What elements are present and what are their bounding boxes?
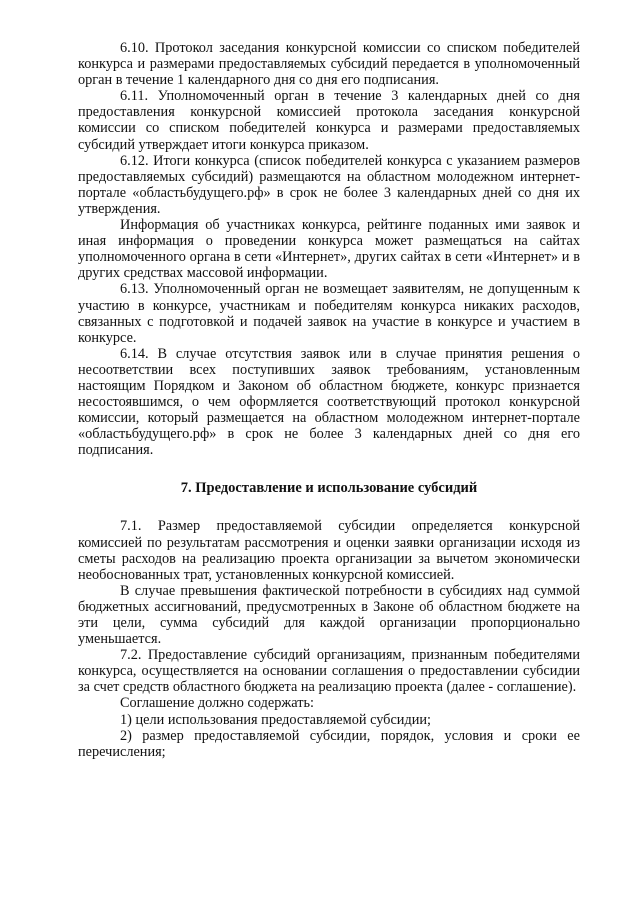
paragraph-6-10: 6.10. Протокол заседания конкурсной комиссии со списком победителей конкурса и размерами предоставляемых субсидий передается в уполномоченный орган в течение 1 календарного дня со дня его подписания. [78,40,580,89]
paragraph-6-13: 6.13. Уполномоченный орган не возмещает заявителям, не допущенным к участию в конкурсе, участникам и победителям конкурса никаких расходов, связанных с подготовкой и подачей заявок на участие в конкурсе и участием в конкурсе. [78,281,580,346]
list-item: 2) размер предоставляемой субсидии, порядок, условия и сроки ее перечисления; [78,727,580,760]
paragraph-6-12: 6.12. Итоги конкурса (список победителей конкурса с указанием размеров предоставляемых субсидий) размещаются на областном молодежном интернет-портале «областьбудущего.рф» в срок не более 3 календарных дней со дня их утверждения. [78,152,580,217]
paragraph-excess: В случае превышения фактической потребности в субсидиях над суммой бюджетных ассигнований, предусмотренных в Законе об областном бюджете на эти цели, сумма субсидий для каждой организации пропорционально уменьшается. [78,582,580,648]
paragraph-agreement: Соглашение должно содержать: [120,695,314,712]
section-heading: 7. Предоставление и использование субсидий [180,480,478,497]
list-item: 1) цели использования предоставляемой субсидии; [120,711,431,728]
paragraph-6-11: 6.11. Уполномоченный орган в течение 3 календарных дней со дня предоставления конкурсной комиссией протокола заседания конкурсной комиссии со списком победителей конкурса и размерами предоставляемых субсидий утверждает итоги конкурса приказом. [78,88,580,153]
paragraph-7-1: 7.1. Размер предоставляемой субсидии определяется конкурсной комиссией по результатам рассмотрения и оценки заявки организации исходя из сметы расходов на реализацию проекта организации за вычетом экономически необоснованных трат, установленных конкурсной комиссией. [78,518,580,583]
paragraph-info: Информация об участниках конкурса, рейтинге поданных ими заявок и иная информация о проведении конкурса может размещаться на сайтах уполномоченного органа в сети «Интернет», других сайтах в сети «Интернет» и в других средствах массовой информации. [78,217,580,282]
paragraph-6-14: 6.14. В случае отсутствия заявок или в случае принятия решения о несоответствии всех поступивших заявок требованиям, установленным настоящим Порядком и Законом об областном бюджете, конкурс признается несостоявшимся, о чем оформляется соответствующий протокол конкурсной комиссии, который размещается на областном молодежном интернет-портале «областьбудущего.рф» в срок не более 3 календарных дней со дня его подписания. [78,345,580,459]
document-page [78,40,580,760]
paragraph-7-2: 7.2. Предоставление субсидий организациям, признанным победителями конкурса, осуществляется на основании соглашения о предоставлении субсидии за счет средств областного бюджета на реализацию проекта (далее - соглашение). [78,647,580,696]
